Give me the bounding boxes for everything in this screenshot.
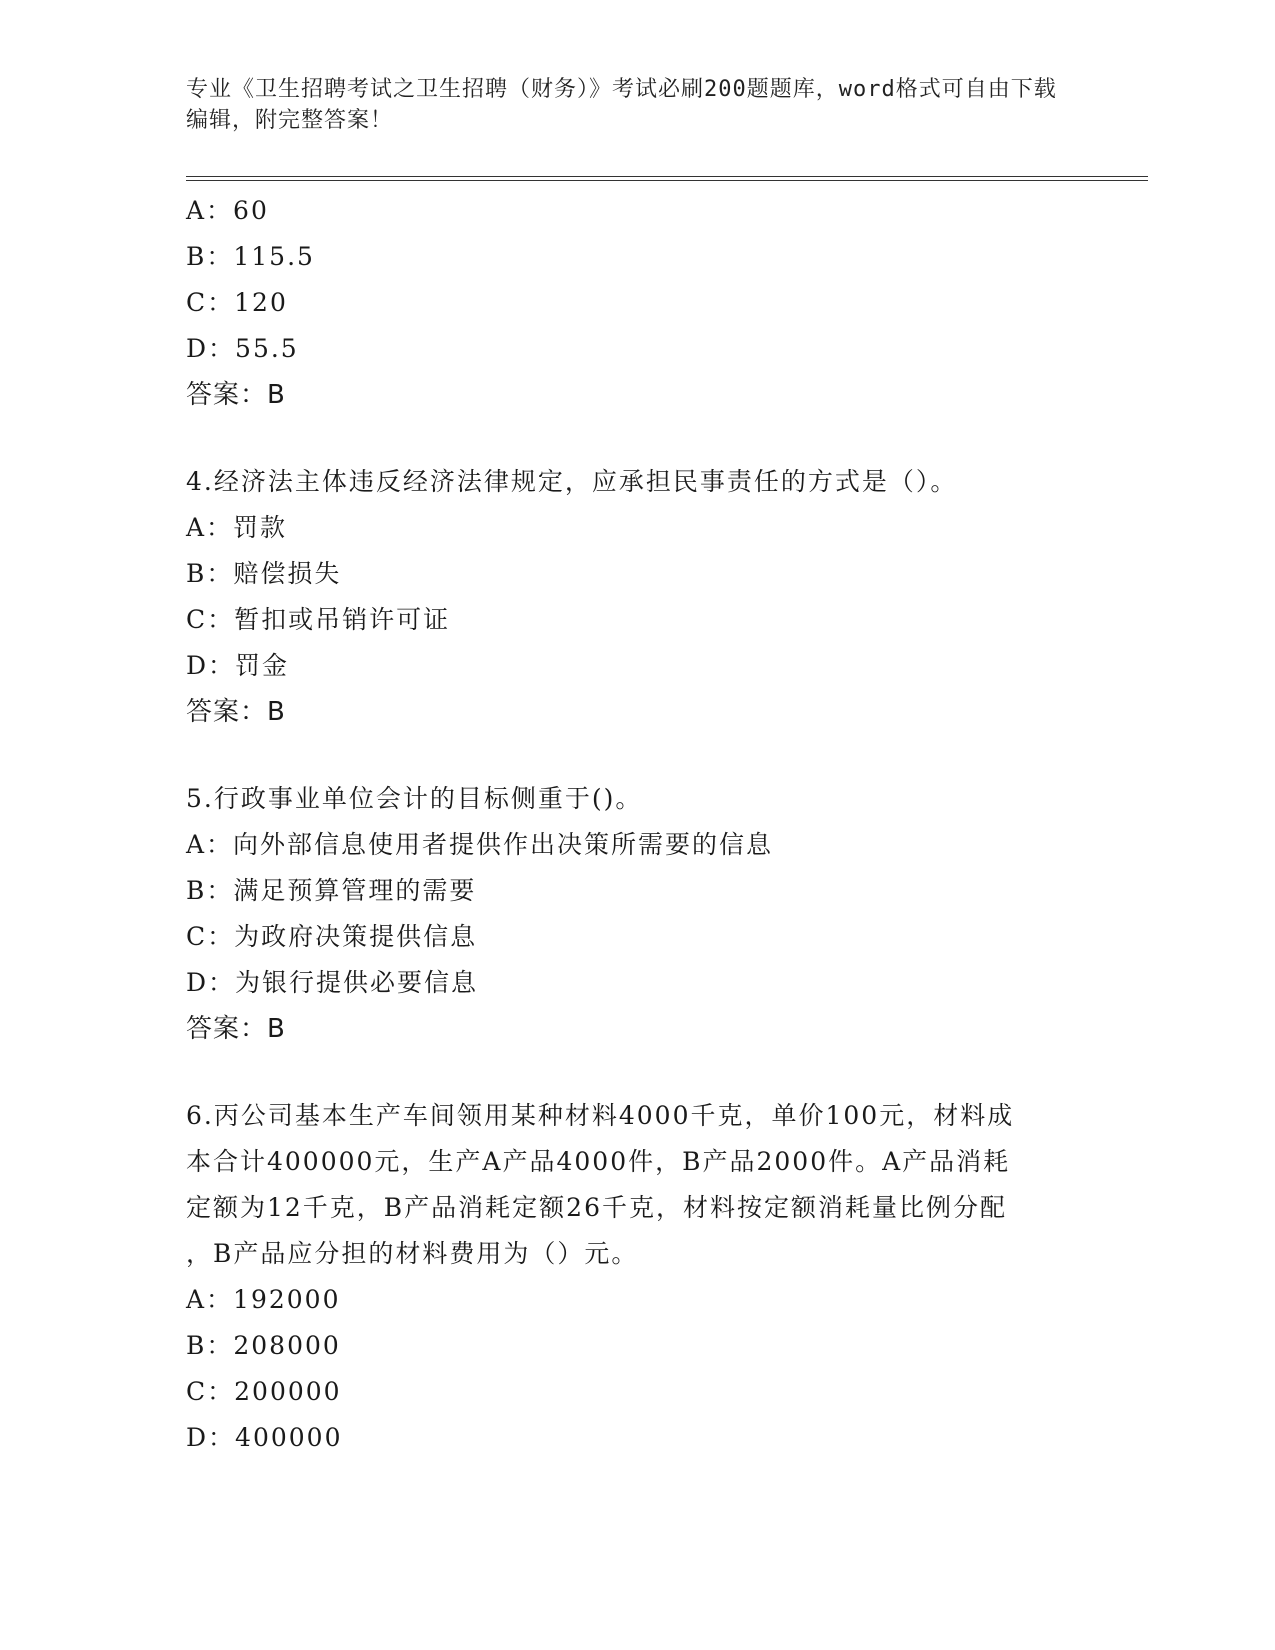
question-5 [186,776,1086,1052]
question-4 [186,459,1086,735]
question-3 [186,188,1086,418]
question-6 [186,1093,1086,1461]
question-list [186,188,1086,1461]
option-a: A：向外部信息使用者提供作出决策所需要的信息 [186,830,774,859]
option-b: B：208000 [186,1331,341,1360]
question-text-line: 6.丙公司基本生产车间领用某种材料4000千克，单价100元，材料成 [186,1101,1015,1130]
option-c: C：为政府决策提供信息 [186,922,478,951]
option-d: D：罚金 [186,651,290,680]
option-d: D：55.5 [186,334,299,363]
option-d: D：400000 [186,1423,343,1452]
answer: 答案：B [186,380,286,410]
option-c: C：120 [186,288,288,317]
option-a: A：192000 [186,1285,341,1314]
document-header: 专业《卫生招聘考试之卫生招聘（财务）》考试必刷200题题库，word格式可自由下载编辑，附完整答案！ [186,77,1057,133]
option-b: B：满足预算管理的需要 [186,876,477,905]
question-text: 4.经济法主体违反经济法律规定，应承担民事责任的方式是（）。 [186,467,958,496]
option-b: B：赔偿损失 [186,559,342,588]
option-d: D：为银行提供必要信息 [186,968,479,997]
header-divider [186,176,1148,181]
option-a: A：罚款 [186,513,288,542]
option-c: C：暂扣或吊销许可证 [186,605,451,634]
option-c: C：200000 [186,1377,342,1406]
question-text-line: 本合计400000元，生产A产品4000件，B产品2000件。A产品消耗 [186,1147,1011,1176]
answer: 答案：B [186,1014,286,1044]
question-text-line: ，B产品应分担的材料费用为（）元。 [186,1239,639,1268]
question-text: 5.行政事业单位会计的目标侧重于()。 [186,784,643,813]
option-b: B：115.5 [186,242,315,271]
question-text-line: 定额为12千克，B产品消耗定额26千克，材料按定额消耗量比例分配 [186,1193,1007,1222]
answer: 答案：B [186,697,286,727]
option-a: A：60 [186,196,269,225]
